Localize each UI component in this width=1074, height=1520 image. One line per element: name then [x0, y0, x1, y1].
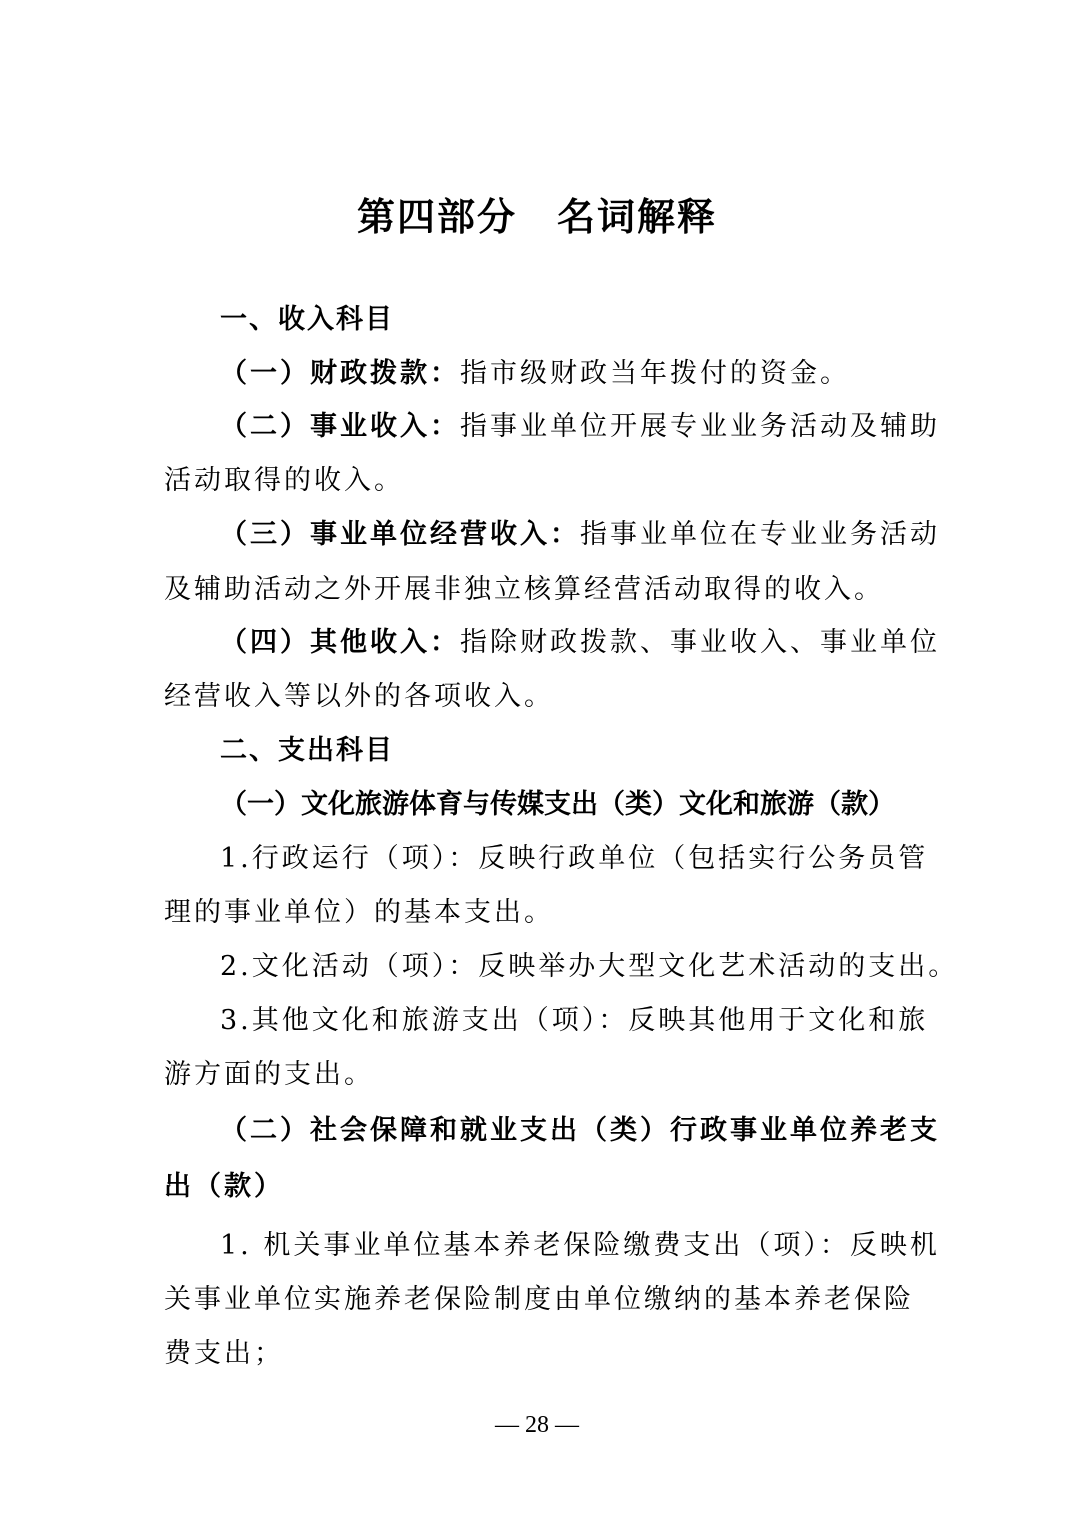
term-definition: 指除财政拨款、事业收入、事业单位 [460, 627, 940, 658]
item-administrative-operation: 1.行政运行（项）：反映行政单位（包括实行公务员管 [220, 843, 929, 874]
paragraph-continuation: 及辅助活动之外开展非独立核算经营活动取得的收入。 [164, 574, 884, 605]
term-definition: 指市级财政当年拨付的资金。 [460, 358, 850, 389]
subsection-heading-social-security: （二）社会保障和就业支出（类）行政事业单位养老支 [220, 1115, 940, 1146]
subsection-heading-continuation: 出（款） [164, 1171, 284, 1202]
paragraph-continuation: 理的事业单位）的基本支出。 [164, 897, 554, 928]
term-label: （三）事业单位经营收入： [220, 519, 580, 550]
term-definition: 指事业单位在专业业务活动 [580, 519, 940, 550]
page-number: — 28 — [495, 1412, 579, 1438]
term-definition: 指事业单位开展专业业务活动及辅助 [460, 411, 940, 442]
page-title: 第四部分 名词解释 [356, 195, 717, 239]
paragraph-other-income [220, 629, 940, 656]
item-other-culture-tourism: 3.其他文化和旅游支出（项）：反映其他用于文化和旅 [220, 1005, 929, 1036]
paragraph-continuation: 游方面的支出。 [164, 1059, 374, 1090]
section-heading-expenditure: 二、支出科目 [220, 735, 394, 766]
paragraph-continuation: 关事业单位实施养老保险制度由单位缴纳的基本养老保险 [164, 1284, 914, 1315]
paragraph-business-income [220, 413, 940, 440]
section-heading-income: 一、收入科目 [220, 304, 394, 335]
term-label: （四）其他收入： [220, 627, 460, 658]
subsection-heading-culture: （一）文化旅游体育与传媒支出（类）文化和旅游（款） [220, 789, 895, 820]
paragraph-continuation: 活动取得的收入。 [164, 465, 404, 496]
paragraph-continuation: 费支出； [164, 1338, 284, 1369]
term-label: （二）事业收入： [220, 411, 460, 442]
paragraph-fiscal-allocation [220, 360, 850, 387]
item-pension-insurance: 1. 机关事业单位基本养老保险缴费支出（项）：反映机 [220, 1230, 940, 1261]
term-label: （一）财政拨款： [220, 358, 460, 389]
paragraph-operating-income [220, 521, 940, 548]
paragraph-continuation: 经营收入等以外的各项收入。 [164, 681, 554, 712]
item-cultural-activities: 2.文化活动（项）：反映举办大型文化艺术活动的支出。 [220, 951, 959, 982]
